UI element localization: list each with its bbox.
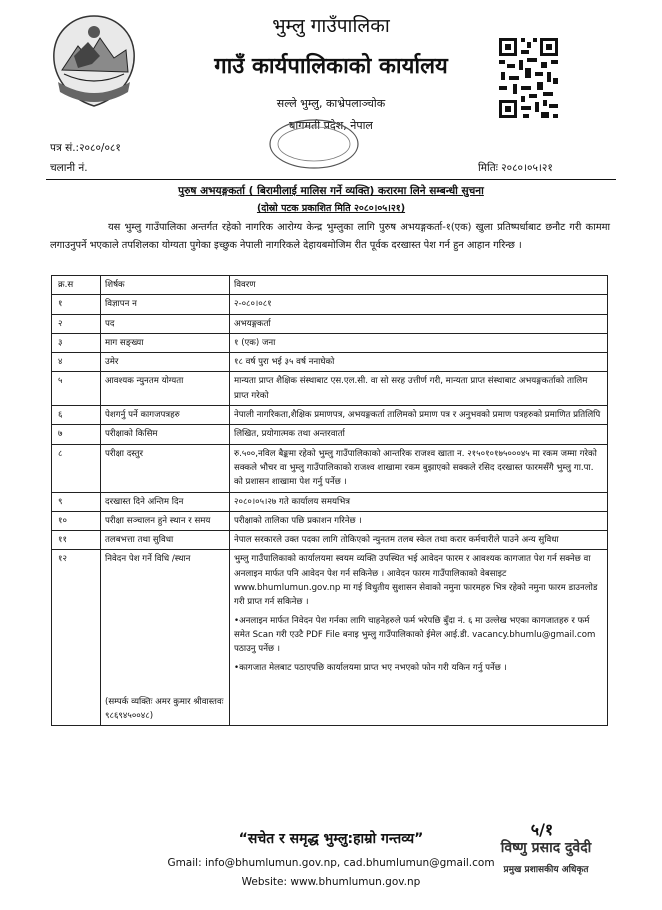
row-description: [230, 550, 608, 726]
notice-intro: यस भुम्लु गाउँपालिका अन्तर्गत रहेको नागरिक आरोग्य केन्द्र भुम्लुका लागि पुरुष अभयङ्गकर्ता-१(एक) खुला प्रतिष्पर्धाबाट छनौट गरी काममा लगाउनुपर्ने भएकाले तपशिलका योग्यता पुगेका इच्छुक नेपाली नागरिकले देहायबमोजिम रीत पूर्वक दरखास्त पेश गर्न हुन आहान गरिन्छ ।: [50, 222, 610, 251]
table-row: [52, 425, 608, 444]
footer-motto: “सचेत र समृद्ध भुम्लु:हाम्रो गन्तव्य”: [238, 831, 424, 847]
row-title: आवश्यक न्युनतम योग्यता: [101, 372, 230, 406]
row-description: १ (एक) जना: [230, 333, 608, 352]
address-line-2: बागमती प्रदेश, नेपाल: [289, 119, 373, 132]
address-line-1: सल्ले भुम्लु, काभ्रेपलाञ्चोक: [276, 97, 386, 110]
row-title: परीक्षा दस्तुर: [101, 444, 230, 492]
row-title: [101, 550, 230, 726]
row-title: पद: [101, 314, 230, 333]
row-description: लिखित, प्रयोगात्मक तथा अन्तरवार्ता: [230, 425, 608, 444]
table-body: [52, 295, 608, 726]
table-row: [52, 314, 608, 333]
row-title: परीक्षाको किसिम: [101, 425, 230, 444]
letter-number: पत्र सं.:२०८०/०८१: [50, 142, 121, 154]
row-title: उमेर: [101, 353, 230, 372]
footer-website: Website: www.bhumlumun.gov.np: [241, 876, 421, 888]
stamp-designation: प्रमुख प्रशासकीय अधिकृत: [503, 865, 589, 875]
row-serial: ९: [52, 492, 101, 511]
office-name: गाउँ कार्यपालिकाको कार्यालय: [214, 54, 448, 79]
header-divider: [46, 179, 616, 180]
row-serial: १२: [52, 550, 101, 726]
notice-subnote: (दोस्रो पटक प्रकाशित मिति २०८०।०५।२१): [256, 203, 406, 214]
dispatch-number: चलानी नं.: [50, 162, 88, 174]
notice-subject: पुरुष अभयङ्गकर्ता ( बिरामीलाई मालिस गर्ने व्यक्ति) करारमा लिने सम्बन्धी सुचना: [178, 185, 484, 197]
row-description: मान्यता प्राप्त शैक्षिक संस्थाबाट एस.एल.सी. वा सो सरह उत्तीर्ण गरी, मान्यता प्राप्त संस्थाबाट अभयङ्गकर्ताको तालिम प्राप्त गरेको: [230, 372, 608, 406]
table-row: [52, 550, 608, 726]
row-title: परीक्षा सञ्चालन हुने स्थान र समय: [101, 511, 230, 530]
office-stamp: [268, 118, 360, 170]
row-serial: ८: [52, 444, 101, 492]
row-serial: २: [52, 314, 101, 333]
row-title: तलबभत्ता तथा सुविधा: [101, 531, 230, 550]
row-serial: ४: [52, 353, 101, 372]
details-table: [51, 275, 608, 726]
table-row: [52, 444, 608, 492]
row-description: २-०८०।०८१: [230, 295, 608, 314]
row-serial: १: [52, 295, 101, 314]
row-description: अभयङ्गकर्ता: [230, 314, 608, 333]
row-description: नेपाल सरकारले उक्त पदका लागि तोकिएको न्युनतम तलब स्केल तथा करार कर्मचारीले पाउने अन्य सुविधा: [230, 531, 608, 550]
row-description: नेपाली नागरिकता,शैक्षिक प्रमाणपत्र, अभयङ्गकर्ता तालिमको प्रमाण पत्र र अनुभवको प्रमाण पत्रहरुको प्रमाणित प्रतिलिपि: [230, 406, 608, 425]
table-header-row: [52, 276, 608, 295]
table-row: [52, 406, 608, 425]
date: मितिः २०८०।०५।२१: [478, 162, 553, 174]
row-serial: ५: [52, 372, 101, 406]
contact-person: (सम्पर्क व्यक्तिः अमर कुमार श्रीवास्तवः ९८६९४५००४८): [105, 696, 224, 722]
row-serial: ७: [52, 425, 101, 444]
header-title: शिर्षक: [101, 276, 230, 295]
row-description: २०८०।०५।२७ गते कार्यालय समयभित्र: [230, 492, 608, 511]
row-description: परीक्षाको तालिका पछि प्रकाशन गरिनेछ ।: [230, 511, 608, 530]
row-title-text: निवेदन पेश गर्ने विधि /स्थान: [105, 554, 191, 565]
confirmation-bullet: •कागजात मेलबाट पठाएपछि कार्यालयमा प्राप्त भए नभएको फोन गरी यकिन गर्नु पर्नेछ ।: [234, 662, 507, 673]
row-title: विज्ञापन न: [101, 295, 230, 314]
footer-email: Gmail: info@bhumlumun.gov.np, cad.bhumlumun@gmail.com: [167, 857, 495, 869]
row-serial: ६: [52, 406, 101, 425]
table-row: [52, 333, 608, 352]
row-serial: ३: [52, 333, 101, 352]
handwritten-signature: ५/१: [530, 820, 554, 839]
table-row: [52, 372, 608, 406]
row-description: रु.५००,नविल बैङ्कमा रहेको भुम्लु गाउँपालिकाको आन्तरिक राजश्व खाता न. २१५०१०१७५०००४५ मा रकम जम्मा गरेको सक्कले भौचर वा भुम्लु गाउँपालिकाको राजश्व शाखामा रकम बुझाएको सक्कले रसिद दरखास्त फारमसँगै भुम्लु गा.पा. को प्रशासन शाखामा पेश गर्नु पर्नेछ ।: [230, 444, 608, 492]
stamp-officer-name: विष्णु प्रसाद दुवेदी: [500, 840, 592, 856]
row-serial: १०: [52, 511, 101, 530]
table-row: [52, 511, 608, 530]
header-description: विवरण: [230, 276, 608, 295]
application-method-text: भुम्लु गाउँपालिकाको कार्यालयमा स्वयम व्यक्ति उपस्थित भई आवेदन फारम र आवश्यक कागजात पेश गर्न सक्नेछ वा अनलाइन मार्फत पनि आवेदन पेश गर्न सकिनेछ । आवेदन फारम गाउँपालिकाको वेबसाइट www.bhumlumun.gov.np मा गई विधुतीय सुशासन सेवाको नमुना फारमहरु भित्र रहेको नमुना फारम डाउनलोड गरी प्राप्त गर्न सकिनेछ ।: [234, 554, 598, 608]
table-row: [52, 295, 608, 314]
row-title: माग सङ्ख्या: [101, 333, 230, 352]
table-row: [52, 531, 608, 550]
online-bullet: •अनलाइन मार्फत निवेदन पेश गर्नका लागि चाहनेहरुले फर्म भरेपछि बुँदा नं. ६ मा उल्लेख भएका कागजातहरु र फर्म समेत Scan गरी एउटै PDF File बनाइ भुम्लु गाउँपालिकाको ईमेल आई.डी. vacancy.bhumlu@gmail.com पठाउनु पर्नेछ ।: [234, 615, 596, 655]
table-row: [52, 353, 608, 372]
row-description: १८ वर्ष पुरा भई ३५ वर्ष ननाघेको: [230, 353, 608, 372]
municipality-name: भुम्लु गाउँपालिका: [272, 15, 390, 37]
table-row: [52, 492, 608, 511]
header-serial: क्र.स: [52, 276, 101, 295]
row-serial: ११: [52, 531, 101, 550]
row-title: पेशगर्नु पर्ने कागजपत्रहरु: [101, 406, 230, 425]
row-title: दरखास्त दिने अन्तिम दिन: [101, 492, 230, 511]
